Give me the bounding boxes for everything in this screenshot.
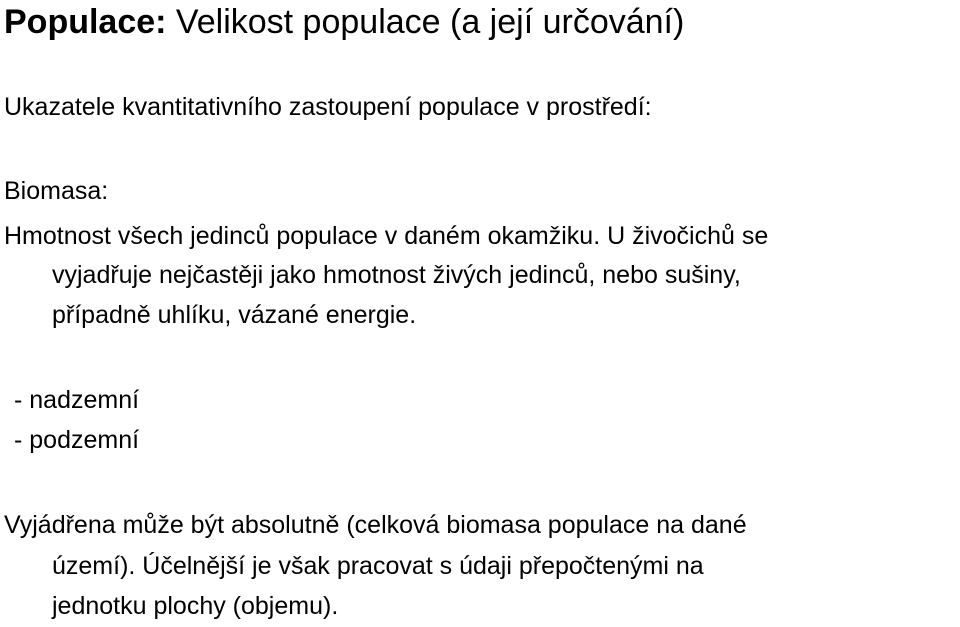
biomasa-line-2: vyjadřuje nejčastěji jako hmotnost živých jedinců, nebo sušiny,	[52, 261, 741, 289]
title-rest: Velikost populace (a její určování)	[166, 3, 685, 41]
biomasa-line-1: Hmotnost všech jedinců populace v daném okamžiku. U živočichů se	[4, 222, 769, 250]
type-underground: - podzemní	[14, 426, 140, 454]
subtitle: Ukazatele kvantitativního zastoupení populace v prostředí:	[4, 93, 652, 121]
title-bold: Populace:	[4, 3, 167, 41]
expression-line-1: Vyjádřena může být absolutně (celková biomasa populace na dané	[4, 511, 747, 539]
biomasa-line-3: případně uhlíku, vázané energie.	[52, 301, 417, 329]
page-title	[4, 2, 684, 42]
expression-line-3: jednotku plochy (objemu).	[52, 592, 339, 620]
type-aboveground: - nadzemní	[14, 386, 140, 414]
expression-line-2: území). Účelnější je však pracovat s údaji přepočtenými na	[52, 552, 704, 580]
biomasa-heading: Biomasa:	[4, 177, 109, 205]
